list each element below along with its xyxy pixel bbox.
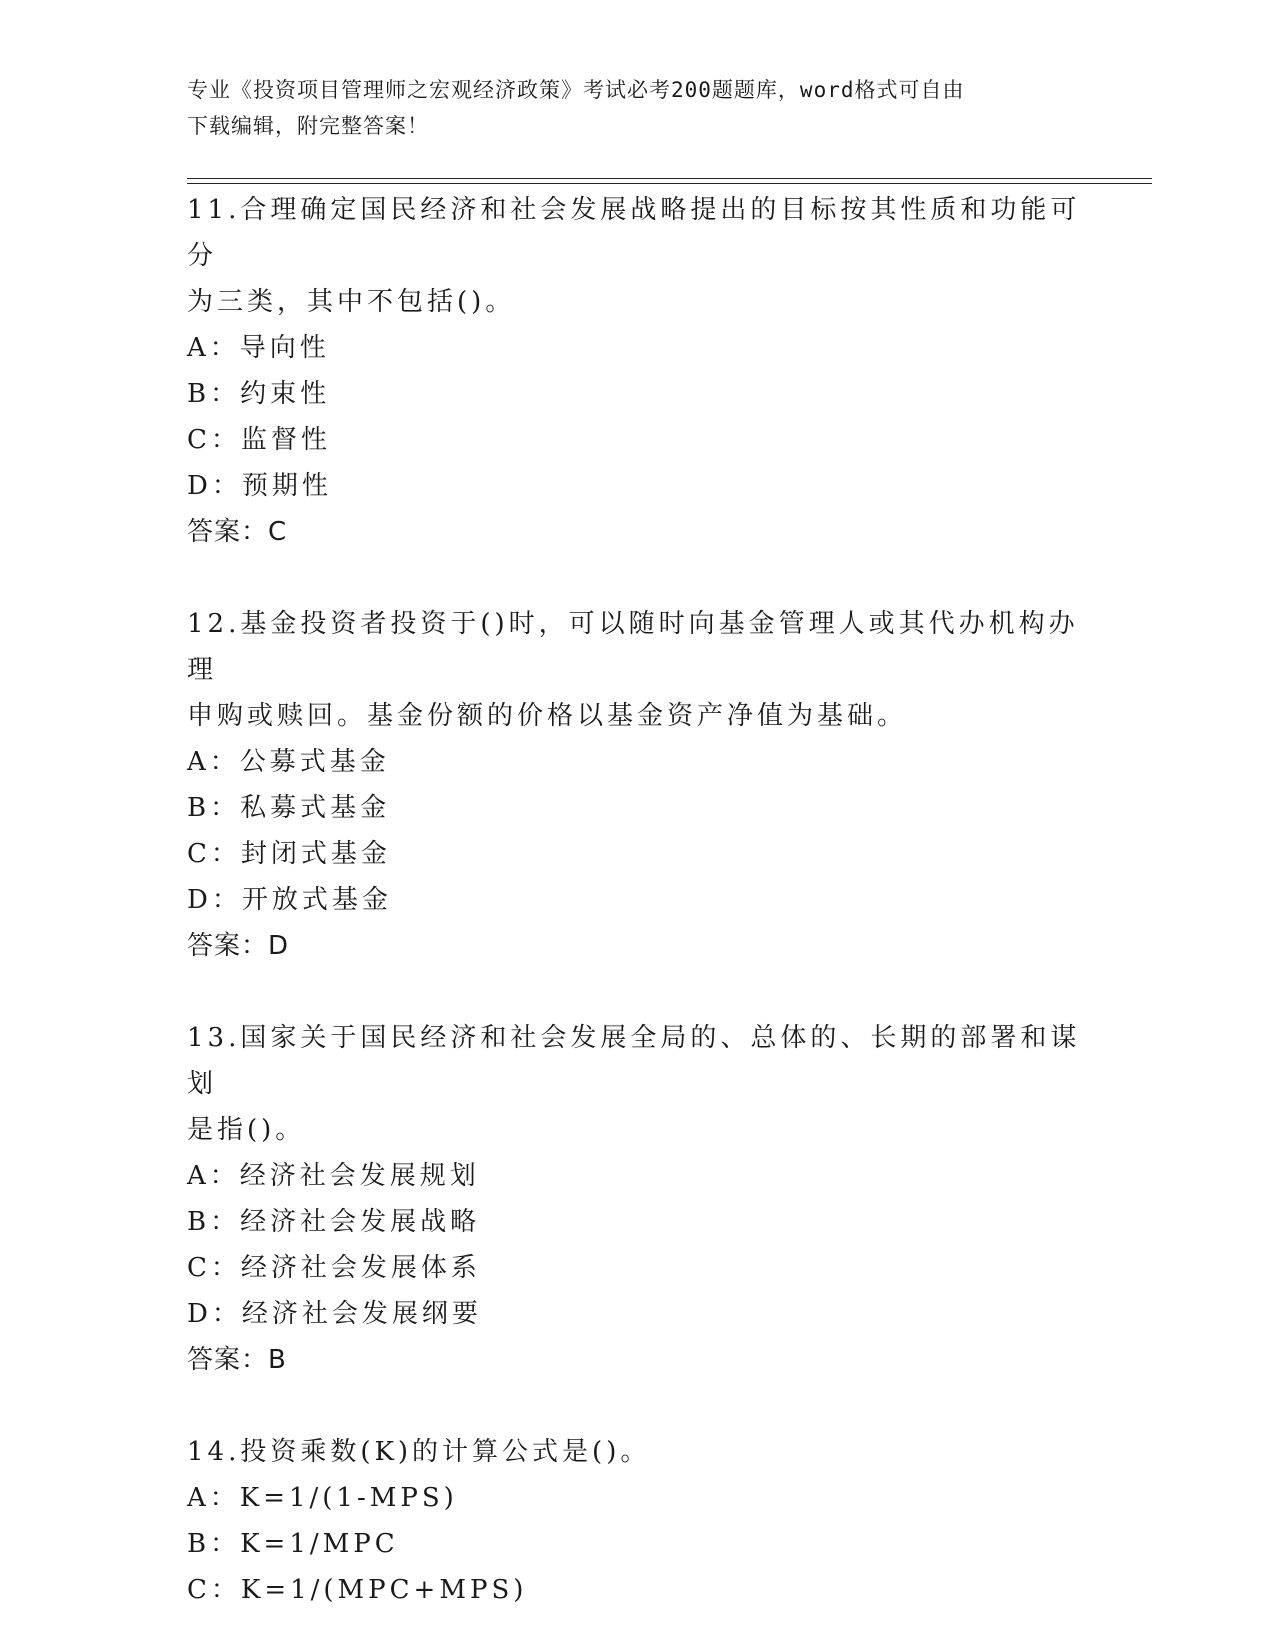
question-stem-continued: 申购或赎回。基金份额的价格以基金资产净值为基础。 — [187, 701, 908, 731]
option-b: B：K=1/MPC — [187, 1529, 399, 1559]
document-header — [187, 72, 1067, 144]
header-divider-bottom — [187, 183, 1152, 184]
question-stem-continued: 是指()。 — [187, 1115, 306, 1145]
question-spacer — [187, 1383, 1087, 1429]
option-d: D：预期性 — [187, 471, 332, 501]
question-11 — [187, 187, 1087, 555]
question-14 — [187, 1429, 1087, 1613]
option-a: A：K=1/(1-MPS) — [187, 1483, 458, 1513]
option-c: C：封闭式基金 — [187, 839, 391, 869]
option-d: D：经济社会发展纲要 — [187, 1299, 482, 1329]
option-b: B：约束性 — [187, 379, 331, 409]
question-13 — [187, 1015, 1087, 1383]
option-c: C：K=1/(MPC+MPS) — [187, 1575, 528, 1605]
header-line-2: 下载编辑，附完整答案！ — [187, 114, 429, 138]
question-stem: 12.基金投资者投资于()时，可以随时向基金管理人或其代办机构办理 — [187, 609, 1079, 685]
header-divider-top — [187, 178, 1152, 179]
answer: 答案：C — [187, 517, 288, 547]
header-line-1: 专业《投资项目管理师之宏观经济政策》考试必考200题题库，word格式可自由 — [187, 78, 965, 102]
option-d: D：开放式基金 — [187, 885, 392, 915]
option-c: C：经济社会发展体系 — [187, 1253, 481, 1283]
question-stem: 14.投资乘数(K)的计算公式是()。 — [187, 1437, 651, 1467]
question-stem-continued: 为三类，其中不包括()。 — [187, 287, 516, 317]
option-a: A：公募式基金 — [187, 747, 390, 777]
answer: 答案：D — [187, 931, 290, 961]
question-spacer — [187, 969, 1087, 1015]
question-list — [187, 187, 1087, 1613]
question-stem: 11.合理确定国民经济和社会发展战略提出的目标按其性质和功能可分 — [187, 195, 1081, 271]
option-a: A：经济社会发展规划 — [187, 1161, 480, 1191]
option-b: B：经济社会发展战略 — [187, 1207, 481, 1237]
question-12 — [187, 601, 1087, 969]
question-stem: 13.国家关于国民经济和社会发展全局的、总体的、长期的部署和谋划 — [187, 1023, 1081, 1099]
option-b: B：私募式基金 — [187, 793, 391, 823]
question-spacer — [187, 555, 1087, 601]
option-a: A：导向性 — [187, 333, 330, 363]
option-c: C：监督性 — [187, 425, 331, 455]
answer: 答案：B — [187, 1345, 287, 1375]
